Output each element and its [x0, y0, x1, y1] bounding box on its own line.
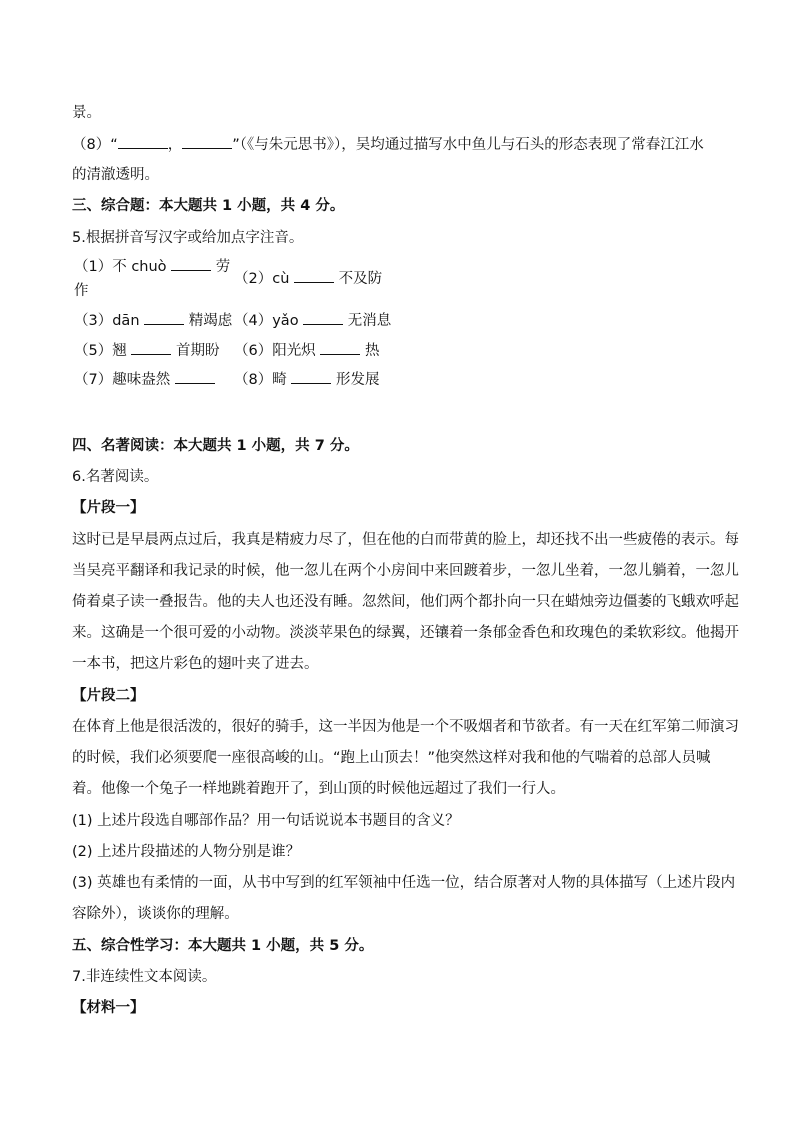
paragraph-line: 的时候，我们必须要爬一座很高峻的山。“跑上山顶去！”他突然这样对我和他的气喘着的总部人员喊 [72, 750, 711, 766]
q5-item-1: （1）不 chuò 劳 [74, 256, 230, 277]
sub-question: (2) 上述片段描述的人物分别是谁？ [72, 844, 301, 860]
answer-blank[interactable] [131, 340, 171, 355]
answer-blank[interactable] [144, 310, 184, 325]
sub-question: (1) 上述片段选自哪部作品？用一句话说说本书题目的含义？ [72, 813, 460, 829]
q5-item-8: （8）畸 形发展 [234, 369, 379, 390]
q5-item-2: （2）cù 不及防 [234, 268, 382, 289]
question-title: 6.名著阅读。 [72, 469, 159, 485]
paragraph-line: 当吴亮平翻译和我记录的时候，他一忽儿在两个小房间中来回踱着步，一忽儿坐着，一忽儿躺着，一忽儿 [72, 563, 739, 579]
paragraph-line: 在体育上他是很活泼的，很好的骑手，这一半因为他是一个不吸烟者和节欲者。有一天在红军第二师演习 [72, 719, 739, 735]
section-heading: 四、名著阅读：本大题共 1 小题，共 7 分。 [72, 438, 359, 454]
section-heading: 三、综合题：本大题共 1 小题，共 4 分。 [72, 198, 345, 214]
question-title: 5.根据拼音写汉字或给加点字注音。 [72, 230, 304, 246]
text-line: 景。 [72, 105, 101, 121]
paragraph-line: 倚着桌子读一叠报告。他的夫人也还没有睡。忽然间，他们两个都扑向一只在蜡烛旁边僵萎的飞蛾欢呼起 [72, 594, 739, 610]
fragment-label: 【片段一】 [72, 500, 145, 516]
sub-question: 容除外），谈谈你的理解。 [72, 906, 239, 922]
answer-blank[interactable] [175, 369, 215, 384]
material-label: 【材料一】 [72, 1000, 145, 1016]
answer-blank[interactable] [182, 134, 232, 149]
answer-blank[interactable] [118, 134, 168, 149]
fragment-label: 【片段二】 [72, 688, 145, 704]
question-title: 7.非连续性文本阅读。 [72, 969, 217, 985]
q5-item-6: （6）阳光炽 热 [234, 340, 379, 361]
text-line-fill-blank: （8）“ ， ”（《与朱元思书》），吴均通过描写水中鱼儿与石头的形态表现了常春江江水 [72, 134, 704, 155]
paragraph-line: 着。他像一个兔子一样地跳着跑开了，到山顶的时候他远超过了我们一行人。 [72, 781, 565, 797]
q5-item-5: （5）翘 首期盼 [74, 340, 219, 361]
answer-blank[interactable] [303, 310, 343, 325]
answer-blank[interactable] [171, 256, 211, 271]
paragraph-line: 一本书，把这片彩色的翅叶夹了进去。 [72, 656, 319, 672]
paragraph-line: 这时已是早晨两点过后，我真是精疲力尽了，但在他的白而带黄的脸上，却还找不出一些疲倦的表示。每 [72, 532, 739, 548]
section-heading: 五、综合性学习：本大题共 1 小题，共 5 分。 [72, 938, 374, 954]
sub-question: (3) 英雄也有柔情的一面，从书中写到的红军领袖中任选一位，结合原著对人物的具体描写（上述片段内 [72, 875, 736, 891]
q5-item-4: （4）yǎo 无消息 [234, 310, 391, 331]
paragraph-line: 来。这确是一个很可爱的小动物。淡淡苹果色的绿翼，还镶着一条郁金香色和玫瑰色的柔软彩纹。他揭开 [72, 625, 739, 641]
answer-blank[interactable] [320, 340, 360, 355]
text-line: 的清澈透明。 [72, 167, 159, 183]
answer-blank[interactable] [291, 369, 331, 384]
q5-item-7: （7）趣味盎然 [74, 369, 215, 390]
q5-item-1-wrap: 作 [74, 283, 89, 299]
answer-blank[interactable] [294, 268, 334, 283]
q5-item-3: （3）dān 精竭虑 [74, 310, 232, 331]
